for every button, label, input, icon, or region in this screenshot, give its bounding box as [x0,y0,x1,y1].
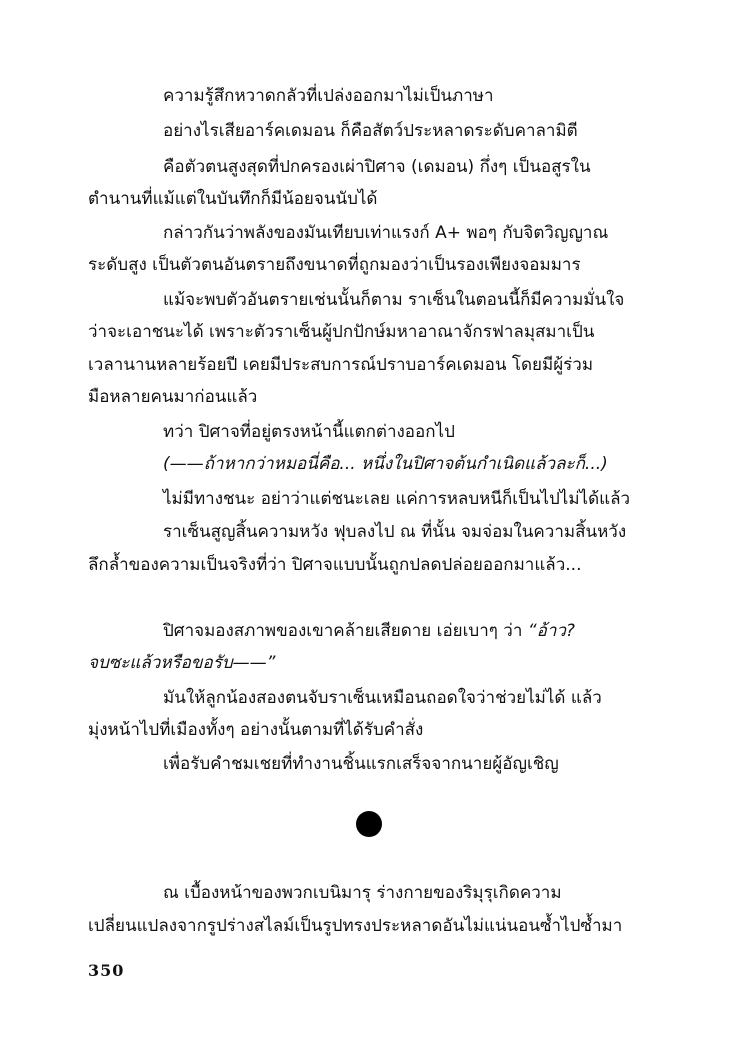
text-line: ลึกล้ำของความเป็นจริงที่ว่า ปิศาจแบบนั้นถูกปลดปล่อยออกมาแล้ว... [88,555,582,575]
scene-break-dot [356,811,382,837]
text-line: มุ่งหน้าไปที่เมืองทั้งๆ อย่างนั้นตามที่ได้รับคำสั่ง [88,720,424,740]
text-line: แม้จะพบตัวอันตรายเช่นนั้นก็ตาม ราเซ็นในตอนนี้ก็มีความมั่นใจ [163,290,625,310]
text-line: ไม่มีทางชนะ อย่าว่าแต่ชนะเลย แค่การหลบหนีก็เป็นไปไม่ได้แล้ว [163,489,631,509]
text-line: กล่าวกันว่าพลังของมันเทียบเท่าแรงก์ A+ พอๆ กับจิตวิญญาณ [163,223,609,243]
text-line: ตำนานที่แม้แต่ในบันทึกก็มีน้อยจนนับได้ [88,189,378,209]
text-line: ว่าจะเอาชนะได้ เพราะตัวราเซ็นผู้ปกปักษ์มหาอาณาจักรฟาลมุสมาเป็น [88,322,595,342]
text-line: ความรู้สึกหวาดกลัวที่เปล่งออกมาไม่เป็นภาษา [163,86,494,106]
text-line: ระดับสูง เป็นตัวตนอันตรายถึงขนาดที่ถูกมองว่าเป็นรองเพียงจอมมาร [88,255,581,275]
text-line: ณ เบื้องหน้าของพวกเบนิมารุ ร่างกายของริมุรุเกิดความ [163,883,562,903]
text-line: มันให้ลูกน้องสองตนจับราเซ็นเหมือนถอดใจว่าช่วยไม่ได้ แล้ว [163,688,602,708]
text-line: เพื่อรับคำชมเชยที่ทำงานชิ้นแรกเสร็จจากนายผู้อัญเชิญ [163,754,559,774]
text-line: มือหลายคนมาก่อนแล้ว [88,387,258,407]
text-line: ทว่า ปิศาจที่อยู่ตรงหน้านี้แตกต่างออกไป [163,422,455,442]
text-segment: ปิศาจมองสภาพของเขาคล้ายเสียดาย เอ่ยเบาๆ ว่า [163,621,528,641]
text-line [163,619,575,643]
dialogue-segment: “อ้าว? [527,621,575,641]
italic-thought-line: (——ถ้าหากว่าหมอนี่คือ... หนึ่งในปิศาจต้นกำเนิดแล้วละก็...) [163,454,608,474]
page-number: 350 [88,961,125,980]
text-line: คือตัวตนสูงสุดที่ปกครองเผ่าปิศาจ (เดมอน) กึ่งๆ เป็นอสูรใน [163,157,591,177]
text-line: อย่างไรเสียอาร์คเดมอน ก็คือสัตว์ประหลาดระดับคาลามิตี [163,121,578,141]
dialogue-line: จบซะแล้วหรือขอรับ——” [88,653,276,673]
text-line: ราเซ็นสูญสิ้นความหวัง ฟุบลงไป ณ ที่นั้น จมจ่อมในความสิ้นหวัง [163,522,627,542]
text-line: เวลานานหลายร้อยปี เคยมีประสบการณ์ปราบอาร์คเดมอน โดยมีผู้ร่วม [88,355,594,375]
text-line: เปลี่ยนแปลงจากรูปร่างสไลม์เป็นรูปทรงประหลาดอันไม่แน่นอนซ้ำไปซ้ำมา [88,916,623,936]
